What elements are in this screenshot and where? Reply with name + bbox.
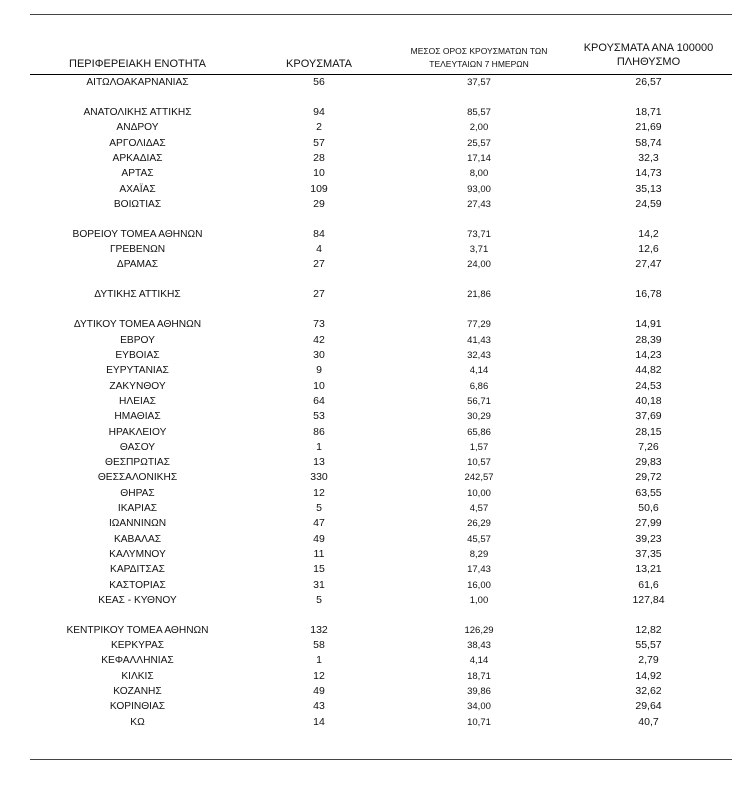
cell-cases: 57 (313, 136, 325, 149)
cell-per-100k: 24,53 (635, 379, 662, 392)
cell-per-100k: 16,78 (635, 288, 662, 301)
table-row (30, 151, 732, 166)
table-row (30, 333, 732, 348)
cell-per-100k: 14,91 (635, 318, 662, 331)
cell-area: ΚΟΡΙΝΘΙΑΣ (109, 701, 166, 713)
table-row (30, 486, 732, 501)
cell-area: ΔΥΤΙΚΟΥ ΤΟΜΕΑ ΑΘΗΝΩΝ (73, 319, 202, 331)
table-row (30, 120, 732, 135)
cell-avg-7-days: 25,57 (467, 137, 491, 149)
cell-avg-7-days: 10,57 (467, 457, 491, 469)
table-row (30, 425, 732, 440)
cell-area: ΑΝΑΤΟΛΙΚΗΣ ΑΤΤΙΚΗΣ (83, 107, 192, 118)
cell-avg-7-days: 4,57 (469, 503, 489, 514)
cell-area: ΚΑΒΑΛΑΣ (113, 533, 162, 545)
table-row (30, 532, 732, 547)
cell-per-100k: 32,3 (638, 151, 659, 164)
cell-area: ΘΑΣΟΥ (119, 441, 156, 453)
cell-cases: 49 (313, 532, 325, 545)
table-row (30, 653, 732, 668)
cell-avg-7-days: 27,43 (467, 198, 491, 210)
cell-per-100k: 32,62 (635, 685, 662, 697)
cell-avg-7-days: 24,00 (467, 259, 491, 271)
cell-area: ΒΟΙΩΤΙΑΣ (113, 198, 162, 210)
cell-per-100k: 12,6 (638, 243, 659, 256)
cell-area: ΗΜΑΘΙΑΣ (114, 411, 161, 423)
cell-cases: 5 (316, 502, 322, 514)
cell-per-100k: 29,72 (635, 471, 662, 484)
cell-cases: 11 (313, 547, 325, 560)
cell-area: ΘΕΣΣΑΛΟΝΙΚΗΣ (97, 472, 178, 484)
table-row (30, 197, 732, 212)
cell-avg-7-days: 37,57 (467, 77, 491, 88)
cell-avg-7-days: 41,43 (467, 334, 491, 346)
header-avg-line1: ΜΕΣΟΣ ΟΡΟΣ ΚΡΟΥΣΜΑΤΩΝ ΤΩΝ (410, 46, 548, 56)
cell-cases: 43 (313, 700, 325, 713)
cell-area: ΚΕΦΑΛΛΗΝΙΑΣ (101, 655, 174, 667)
cell-avg-7-days: 8,29 (469, 548, 489, 560)
cell-cases: 13 (313, 456, 325, 469)
cell-per-100k: 58,74 (635, 136, 662, 149)
cell-cases: 10 (313, 379, 325, 392)
cell-avg-7-days: 73,71 (467, 228, 491, 240)
cell-per-100k: 14,23 (635, 349, 662, 361)
table-row (30, 440, 732, 455)
cell-per-100k: 13,21 (635, 563, 662, 576)
cell-per-100k: 29,64 (635, 700, 662, 713)
cell-per-100k: 26,57 (635, 76, 662, 88)
header-avg-7-days (393, 45, 565, 71)
table-row (30, 182, 732, 197)
cell-area: ΗΡΑΚΛΕΙΟΥ (108, 426, 167, 438)
cell-avg-7-days: 17,43 (467, 564, 491, 576)
cell-area: ΚΕΑΣ - ΚΥΘΝΟΥ (98, 594, 177, 606)
table-row (30, 136, 732, 151)
cell-per-100k: 24,59 (635, 197, 662, 210)
cell-avg-7-days: 6,86 (469, 380, 489, 392)
cell-avg-7-days: 85,57 (467, 107, 491, 118)
table-row (30, 75, 732, 90)
cell-area: ΚΕΡΚΥΡΑΣ (110, 640, 165, 652)
header-cases: ΚΡΟΥΣΜΑΤΑ (286, 58, 352, 70)
table-row (30, 379, 732, 394)
cell-cases: 10 (313, 167, 325, 180)
cell-area: ΘΗΡΑΣ (120, 487, 155, 499)
cell-cases: 109 (310, 182, 328, 195)
cell-per-100k: 18,71 (635, 106, 662, 118)
cell-area: ΒΟΡΕΙΟΥ ΤΟΜΕΑ ΑΘΗΝΩΝ (72, 228, 203, 240)
table-row (30, 409, 732, 424)
cell-per-100k: 14,73 (635, 167, 662, 180)
cell-area: ΗΛΕΙΑΣ (119, 395, 156, 407)
cell-avg-7-days: 3,71 (469, 244, 489, 256)
cell-cases: 15 (313, 563, 325, 576)
cell-avg-7-days: 16,00 (467, 579, 491, 591)
cell-avg-7-days: 30,29 (467, 411, 491, 423)
header-avg-line2: ΤΕΛΕΥΤΑΙΩΝ 7 ΗΜΕΡΩΝ (429, 59, 529, 69)
cell-avg-7-days: 8,00 (469, 168, 489, 180)
cell-per-100k: 61,6 (638, 578, 659, 591)
table-row (30, 166, 732, 181)
cell-per-100k: 37,35 (635, 547, 662, 560)
table-row (30, 257, 732, 272)
cell-area: ΚΟΖΑΝΗΣ (113, 686, 162, 697)
cell-area: ΚΑΡΔΙΤΣΑΣ (110, 564, 165, 576)
cell-cases: 47 (313, 517, 325, 530)
cell-area: ΚΑΛΥΜΝΟΥ (109, 548, 166, 560)
cell-cases: 2 (316, 121, 322, 134)
cell-cases: 29 (313, 197, 325, 210)
cell-area: ΘΕΣΠΡΩΤΙΑΣ (105, 457, 170, 469)
table-row (30, 317, 732, 332)
cell-per-100k: 44,82 (635, 364, 662, 377)
cell-per-100k: 7,26 (638, 440, 659, 453)
table-row (30, 578, 732, 593)
cell-cases: 4 (316, 243, 322, 256)
cell-cases: 58 (313, 639, 325, 652)
cell-per-100k: 14,92 (635, 669, 662, 682)
cell-avg-7-days: 126,29 (464, 624, 494, 636)
cell-avg-7-days: 21,86 (467, 289, 491, 301)
table-row (30, 227, 732, 242)
cell-cases: 31 (313, 578, 325, 591)
table-row (30, 348, 732, 363)
cell-avg-7-days: 10,71 (467, 716, 491, 728)
cell-area: ΚΩ (130, 716, 145, 728)
top-border-line (30, 14, 732, 15)
cell-area: ΔΥΤΙΚΗΣ ΑΤΤΙΚΗΣ (94, 289, 181, 301)
cell-area: ΚΙΛΚΙΣ (121, 670, 154, 682)
cell-avg-7-days: 18,71 (467, 670, 491, 682)
cell-cases: 27 (313, 288, 325, 301)
cell-avg-7-days: 45,57 (467, 533, 491, 545)
cell-avg-7-days: 1,57 (469, 441, 489, 453)
cell-cases: 5 (316, 593, 322, 606)
table-row (30, 699, 732, 714)
cell-per-100k: 29,83 (635, 456, 662, 469)
cell-avg-7-days: 34,00 (467, 701, 491, 713)
table-row (30, 287, 732, 302)
cell-cases: 49 (313, 685, 325, 697)
cell-avg-7-days: 65,86 (467, 426, 491, 438)
table-row (30, 105, 732, 120)
cell-area: ΔΡΑΜΑΣ (116, 259, 159, 271)
bottom-border-line (30, 759, 732, 760)
cell-avg-7-days: 242,57 (464, 472, 494, 484)
cell-area: ΚΕΝΤΡΙΚΟΥ ΤΟΜΕΑ ΑΘΗΝΩΝ (66, 624, 209, 636)
table-row (30, 516, 732, 531)
cell-avg-7-days: 4,14 (469, 655, 489, 667)
cell-area: ΑΙΤΩΛΟΑΚΑΡΝΑΝΙΑΣ (86, 77, 189, 88)
table-row (30, 593, 732, 608)
cell-per-100k: 28,15 (635, 425, 662, 438)
cell-per-100k: 12,82 (635, 623, 662, 636)
cell-per-100k: 27,99 (635, 517, 662, 530)
table-row (30, 684, 732, 699)
cell-avg-7-days: 39,86 (467, 686, 491, 697)
header-per-100k (565, 42, 732, 69)
table-row (30, 562, 732, 577)
cell-cases: 56 (313, 76, 325, 88)
cell-per-100k: 55,57 (635, 639, 662, 652)
cell-avg-7-days: 2,00 (469, 122, 489, 134)
cell-area: ΑΡΓΟΛΙΔΑΣ (109, 137, 166, 149)
table-row (30, 455, 732, 470)
cell-cases: 86 (313, 425, 325, 438)
table-row (30, 394, 732, 409)
cell-cases: 12 (313, 486, 325, 499)
cell-area: ΓΡΕΒΕΝΩΝ (109, 244, 166, 256)
cell-cases: 94 (313, 106, 325, 118)
cell-cases: 132 (310, 623, 328, 636)
table-header (30, 40, 732, 74)
table-row (30, 501, 732, 516)
cell-area: ΚΑΣΤΟΡΙΑΣ (109, 579, 166, 591)
cell-area: ΙΩΑΝΝΙΝΩΝ (108, 518, 167, 530)
cell-per-100k: 63,55 (635, 486, 662, 499)
cell-per-100k: 21,69 (635, 121, 662, 134)
cell-per-100k: 27,47 (635, 258, 662, 271)
cell-avg-7-days: 1,00 (469, 594, 489, 606)
header-area: ΠΕΡΙΦΕΡΕΙΑΚΗ ΕΝΟΤΗΤΑ (69, 58, 206, 70)
cell-per-100k: 37,69 (635, 410, 662, 423)
cell-area: ΑΡΚΑΔΙΑΣ (112, 152, 163, 164)
table-row (30, 623, 732, 638)
cell-avg-7-days: 26,29 (467, 518, 491, 530)
cell-cases: 12 (313, 669, 325, 682)
cell-cases: 42 (313, 333, 325, 346)
cell-cases: 1 (316, 654, 322, 667)
cell-per-100k: 28,39 (635, 333, 662, 346)
table-row (30, 638, 732, 653)
header-per100k-line1: ΚΡΟΥΣΜΑΤΑ ΑΝΑ 100000 (583, 42, 714, 54)
cell-per-100k: 2,79 (638, 654, 659, 667)
cell-per-100k: 14,2 (638, 227, 659, 240)
cell-avg-7-days: 4,14 (469, 365, 489, 377)
cell-avg-7-days: 10,00 (467, 487, 491, 499)
cell-area: ΕΥΒΟΙΑΣ (115, 350, 160, 361)
header-per100k-line2: ΠΛΗΘΥΣΜΟ (616, 55, 681, 68)
cell-cases: 30 (313, 349, 325, 361)
cell-cases: 84 (313, 227, 325, 240)
cell-area: ΕΥΡΥΤΑΝΙΑΣ (106, 365, 169, 377)
cell-per-100k: 127,84 (632, 593, 665, 606)
cell-area: ΖΑΚΥΝΘΟΥ (109, 380, 166, 392)
cell-cases: 330 (310, 471, 328, 484)
cell-avg-7-days: 32,43 (467, 350, 491, 361)
table-row (30, 470, 732, 485)
cell-area: ΑΝΔΡΟΥ (116, 122, 159, 134)
cell-avg-7-days: 93,00 (467, 183, 491, 195)
cell-cases: 1 (316, 440, 322, 453)
cell-avg-7-days: 56,71 (467, 395, 491, 407)
cell-cases: 28 (313, 151, 325, 164)
cell-area: ΕΒΡΟΥ (120, 334, 155, 346)
table-row (30, 242, 732, 257)
cell-per-100k: 39,23 (635, 532, 662, 545)
cell-avg-7-days: 17,14 (467, 152, 491, 164)
cell-area: ΙΚΑΡΙΑΣ (117, 503, 158, 514)
cell-cases: 73 (313, 318, 325, 331)
cell-per-100k: 40,7 (638, 715, 659, 728)
table-row (30, 363, 732, 378)
cell-area: ΑΧΑΪΑΣ (119, 183, 156, 195)
cell-avg-7-days: 38,43 (467, 640, 491, 652)
cell-cases: 27 (313, 258, 325, 271)
cell-avg-7-days: 77,29 (467, 319, 491, 331)
cell-per-100k: 35,13 (635, 182, 662, 195)
cell-per-100k: 50,6 (638, 502, 659, 514)
cell-cases: 9 (316, 364, 322, 377)
cell-per-100k: 40,18 (635, 394, 662, 407)
table-row (30, 547, 732, 562)
cell-area: ΑΡΤΑΣ (121, 168, 154, 180)
cell-cases: 64 (313, 394, 325, 407)
table-row (30, 715, 732, 730)
cell-cases: 14 (313, 715, 325, 728)
cell-cases: 53 (313, 410, 325, 423)
table-row (30, 669, 732, 684)
